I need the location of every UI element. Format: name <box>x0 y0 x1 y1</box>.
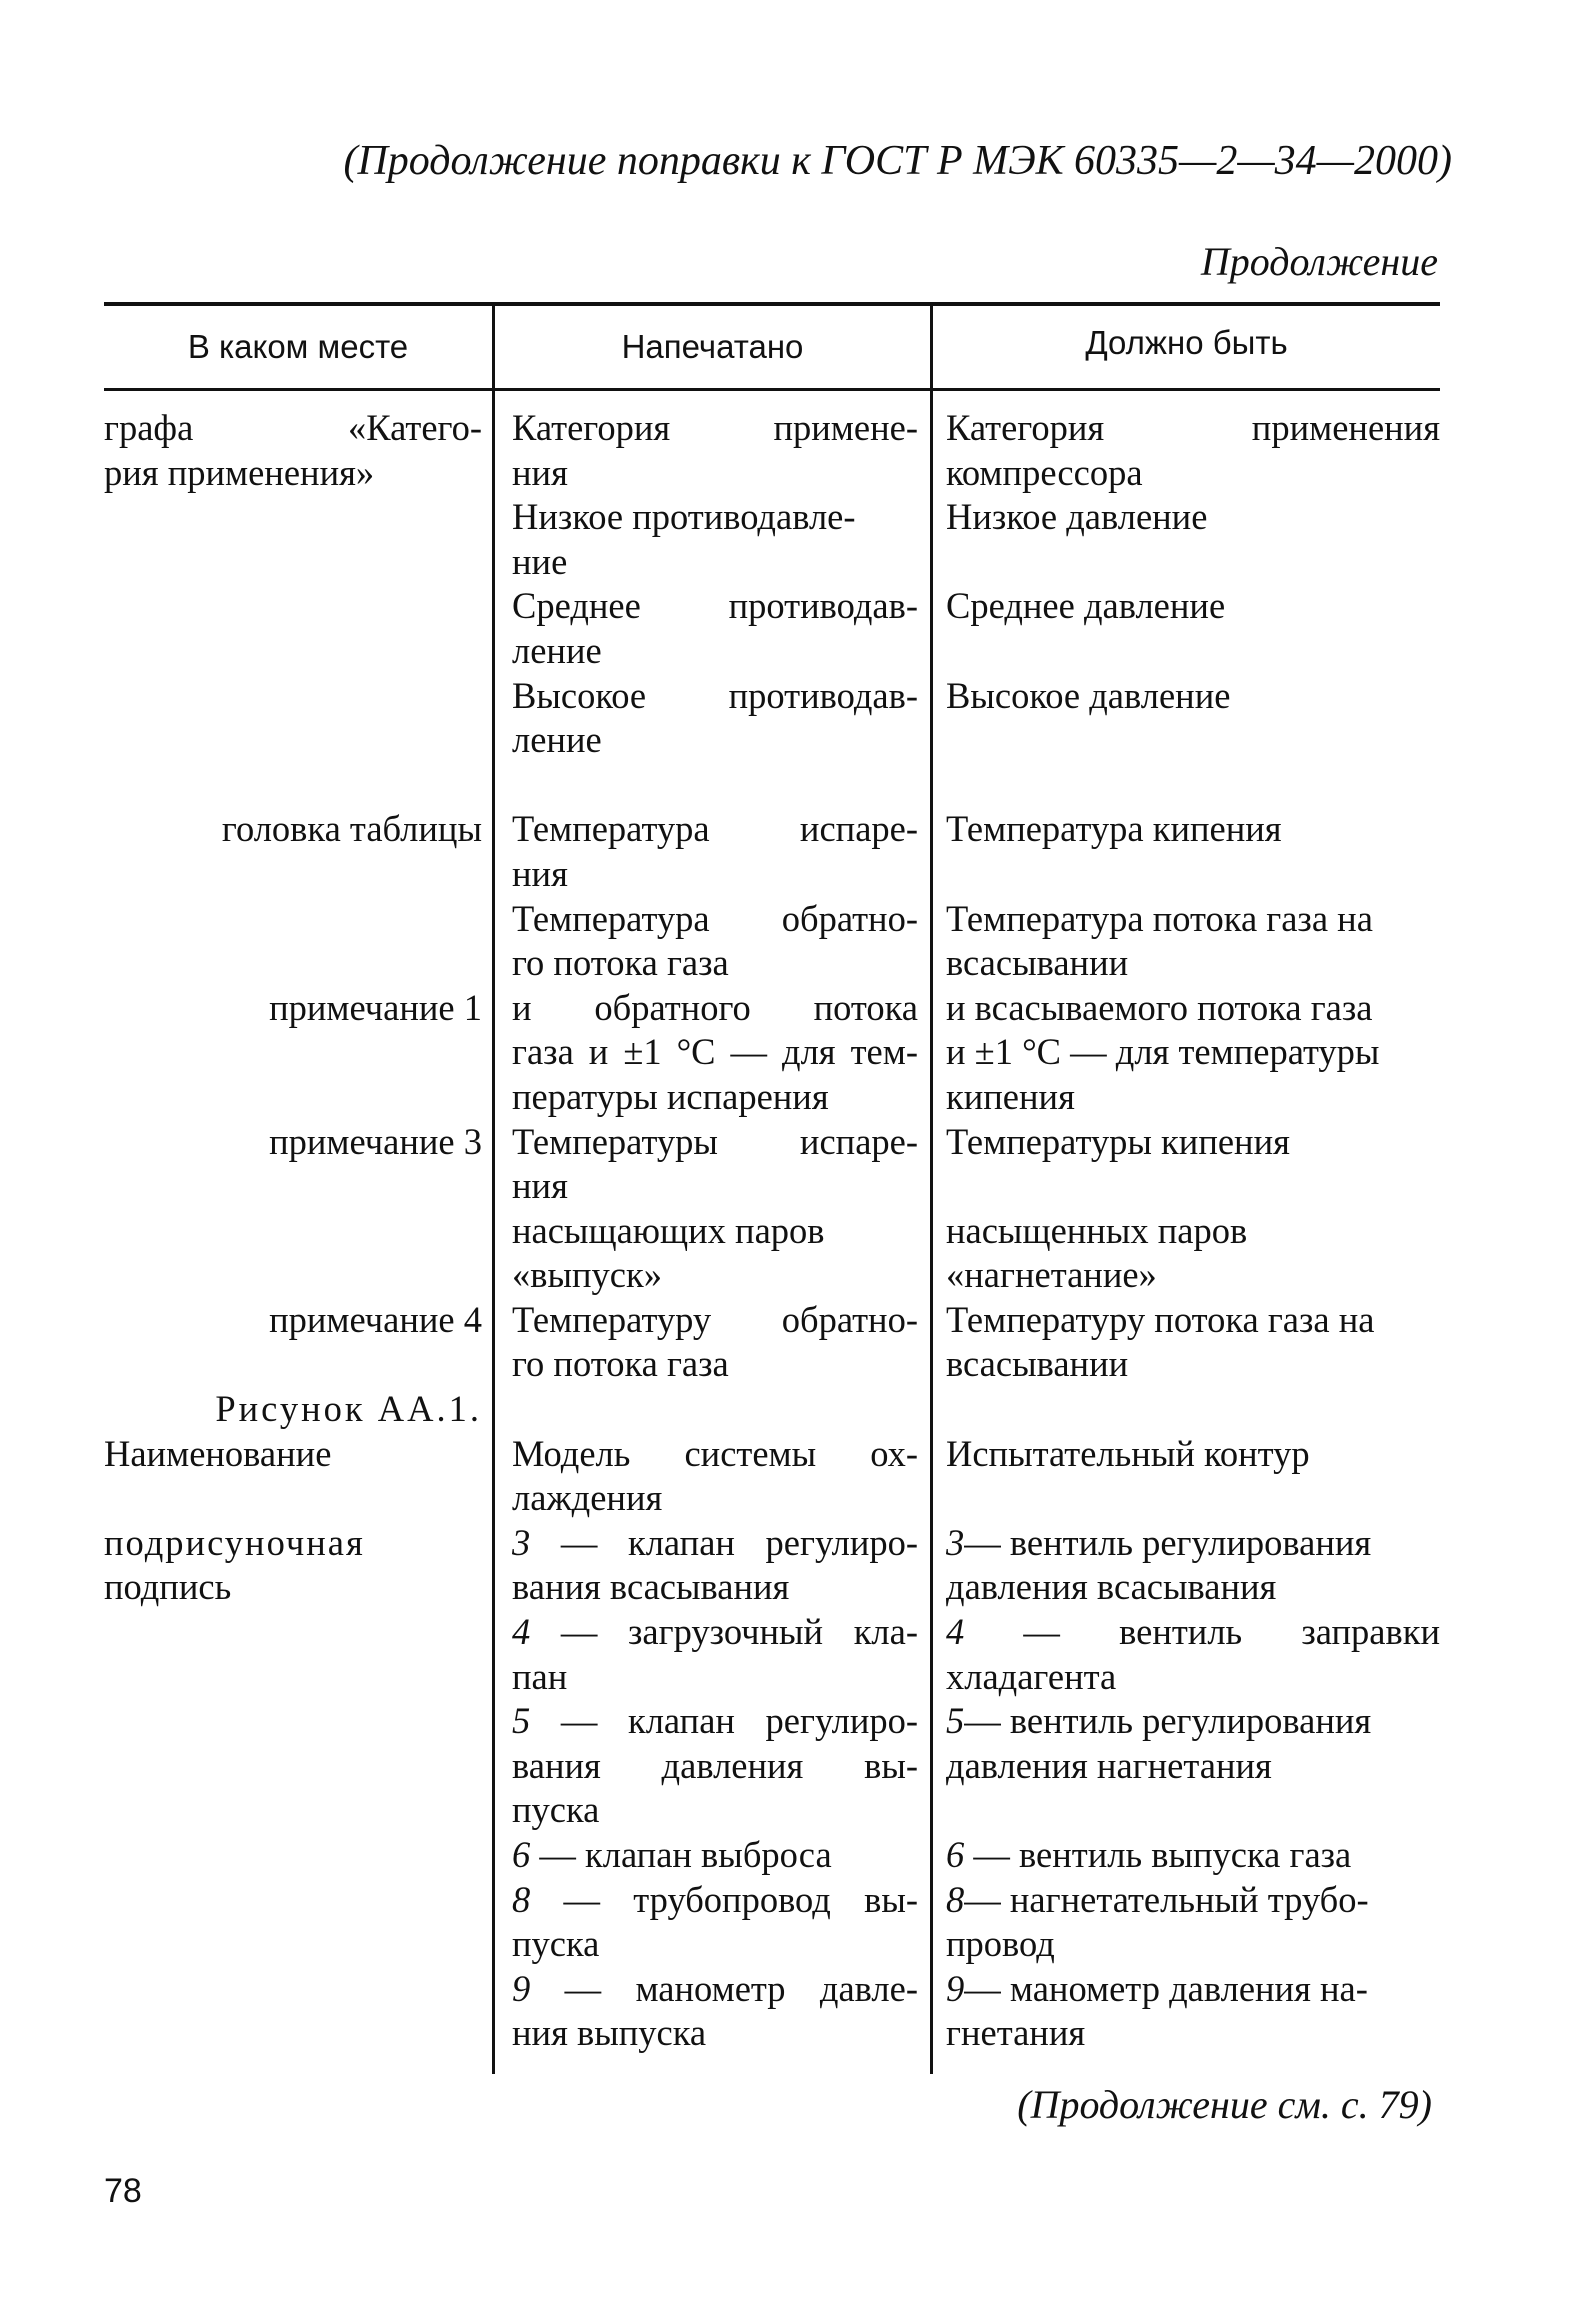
correct-text: насыщенных паров <box>946 1209 1248 1251</box>
correct-text: гнетания <box>946 2012 1086 2054</box>
page-number: 78 <box>104 2172 142 2210</box>
printed-text: Высокое противодав- <box>512 674 918 716</box>
legend-number: 9 <box>946 1967 965 2009</box>
table-row <box>104 1298 1440 1387</box>
printed-text: Низкое противодавле- <box>512 496 856 538</box>
correct-text <box>946 1164 1440 1209</box>
correct-cell <box>930 1387 1440 1521</box>
correct-text: 8— нагнетательный трубо- <box>946 1878 1369 1920</box>
place-text: подпись <box>104 1566 232 1608</box>
printed-cell <box>492 986 930 1120</box>
correct-text: всасывании <box>946 1343 1129 1385</box>
table-top-rule <box>104 302 1440 306</box>
legend-number: 8 <box>946 1878 965 1920</box>
correct-text: Температура кипения <box>946 808 1282 850</box>
printed-text: 4 — загрузочный кла- <box>512 1611 918 1653</box>
correct-text <box>946 1387 1440 1432</box>
legend-number: 5 <box>512 1700 531 1742</box>
correct-text <box>946 1788 1440 1833</box>
document-header-title: (Продолжение поправки к ГОСТ Р МЭК 60335—2—34—2000) <box>343 138 1452 184</box>
printed-text: ния выпуска <box>512 2012 707 2054</box>
printed-text: ния <box>512 852 568 894</box>
correct-text: Высокое давление <box>946 674 1231 716</box>
correct-text: 9— манометр давления на- <box>946 1967 1368 2009</box>
correct-text: и всасываемого потока газа <box>946 986 1373 1028</box>
printed-text: пературы испарения <box>512 1075 829 1117</box>
correct-cell <box>930 1120 1440 1298</box>
correct-text: давления нагнетания <box>946 1744 1272 1786</box>
printed-text: Температуру обратно- <box>512 1298 918 1340</box>
printed-text: пуска <box>512 1923 600 1965</box>
legend-number: 9 <box>512 1967 531 2009</box>
legend-number: 5 <box>946 1700 965 1742</box>
place-cell <box>104 1387 492 1521</box>
table-row <box>104 406 1440 763</box>
printed-text: насыщающих паров <box>512 1209 825 1251</box>
printed-text: 8 — трубопровод вы- <box>512 1878 918 1920</box>
correct-text: Среднее давление <box>946 585 1226 627</box>
table-row <box>104 1387 1440 1521</box>
table-row <box>104 1120 1440 1298</box>
correct-text: провод <box>946 1923 1055 1965</box>
footer-continuation: (Продолжение см. с. 79) <box>1017 2082 1432 2127</box>
table-header-rule <box>104 388 1440 391</box>
printed-text: Категория примене- <box>512 407 918 448</box>
legend-number: 4 <box>512 1611 531 1653</box>
legend-number: 6 <box>512 1834 531 1875</box>
printed-cell <box>492 807 930 985</box>
legend-number: 8 <box>512 1878 531 1920</box>
place-text: примечание 1 <box>269 986 482 1028</box>
printed-text: Температура обратно- <box>512 897 918 939</box>
printed-text: ние <box>512 540 568 582</box>
correct-text <box>946 540 1440 585</box>
printed-text: го потока газа <box>512 1343 729 1385</box>
correct-text: Низкое давление <box>946 496 1208 538</box>
correct-text <box>946 629 1440 674</box>
legend-number: 3 <box>946 1521 965 1563</box>
printed-cell <box>492 1387 930 1521</box>
printed-text: вания всасывания <box>512 1566 790 1608</box>
correct-text: хладагента <box>946 1655 1117 1697</box>
printed-text: 3 — клапан регулиро- <box>512 1521 919 1563</box>
legend-number: 4 <box>946 1611 965 1653</box>
printed-text: Температура испаре- <box>512 808 918 850</box>
correct-text <box>946 718 1440 763</box>
correct-text <box>946 1476 1440 1521</box>
place-cell <box>104 807 492 985</box>
legend-number: 6 <box>946 1834 965 1875</box>
printed-text: и обратного потока <box>512 986 918 1028</box>
place-cell <box>104 986 492 1120</box>
printed-text: го потока газа <box>512 942 729 984</box>
correct-text: 3— вентиль регулирования <box>946 1521 1372 1563</box>
place-text: рия применения» <box>104 451 375 493</box>
correct-text: 6 — вентиль выпуска газа <box>946 1834 1352 1875</box>
correct-text: кипения <box>946 1075 1075 1117</box>
correct-text: Температуры кипения <box>946 1120 1290 1162</box>
printed-text: «выпуск» <box>512 1254 662 1296</box>
printed-cell <box>492 1298 930 1387</box>
printed-text: ление <box>512 719 602 761</box>
table-row <box>104 1521 1440 2056</box>
correct-cell <box>930 406 1440 763</box>
printed-text <box>512 1387 918 1432</box>
correct-cell <box>930 1298 1440 1387</box>
column-header-printed: Напечатано <box>621 328 804 365</box>
printed-text: 9 — манометр давле- <box>512 1967 918 2009</box>
printed-text: ния <box>512 1165 568 1207</box>
printed-cell <box>492 1120 930 1298</box>
correct-text: Температура потока газа на <box>946 897 1373 939</box>
table-row <box>104 986 1440 1120</box>
continuation-label: Продолжение <box>1200 239 1438 284</box>
correct-text: Температуру потока газа на <box>946 1298 1375 1340</box>
correct-text: Категория применения <box>946 407 1440 448</box>
place-cell <box>104 406 492 763</box>
place-text: примечание 3 <box>269 1120 482 1162</box>
correct-cell <box>930 1521 1440 2056</box>
correct-text: компрессора <box>946 451 1143 493</box>
table-body <box>104 406 1440 2056</box>
place-text: Рисунок АА.1. <box>215 1388 482 1430</box>
legend-number: 3 <box>512 1521 531 1563</box>
correct-cell <box>930 986 1440 1120</box>
place-text: примечание 4 <box>269 1298 482 1340</box>
correct-text: давления всасывания <box>946 1566 1277 1608</box>
printed-text: ния <box>512 451 568 493</box>
place-cell <box>104 1120 492 1298</box>
place-text: головка таблицы <box>221 808 482 850</box>
printed-text: ление <box>512 629 602 671</box>
printed-text: пуска <box>512 1789 600 1831</box>
place-cell <box>104 1298 492 1387</box>
column-header-correct: Должно быть <box>1085 324 1288 361</box>
printed-text: 6 — клапан выброса <box>512 1834 832 1875</box>
correct-text: 5— вентиль регулирования <box>946 1700 1372 1742</box>
printed-text: лаждения <box>512 1477 663 1519</box>
printed-text: Модель системы ох- <box>512 1432 918 1474</box>
printed-text: пан <box>512 1655 568 1697</box>
correct-text: всасывании <box>946 942 1129 984</box>
table-row <box>104 807 1440 985</box>
printed-text: 5 — клапан регулиро- <box>512 1700 919 1742</box>
printed-cell <box>492 1521 930 2056</box>
printed-text: вания давления вы- <box>512 1744 918 1786</box>
correct-text <box>946 852 1440 897</box>
correct-text: «нагнетание» <box>946 1254 1157 1296</box>
column-header-place: В каком месте <box>187 328 409 365</box>
correct-text: Испытательный контур <box>946 1432 1310 1474</box>
place-text: графа «Катего- <box>104 407 482 448</box>
correct-text: 4 — вентиль заправки <box>946 1611 1440 1653</box>
correct-text: и ±1 °С — для температуры <box>946 1031 1380 1073</box>
place-text: Наименование <box>104 1432 332 1474</box>
printed-text: Среднее противодав- <box>512 585 918 627</box>
place-text: подрисуночная <box>104 1521 365 1563</box>
printed-cell <box>492 406 930 763</box>
printed-text: газа и ±1 °С — для тем- <box>512 1031 918 1073</box>
correct-cell <box>930 807 1440 985</box>
place-cell <box>104 1521 492 2056</box>
printed-text: Температуры испаре- <box>512 1120 918 1162</box>
